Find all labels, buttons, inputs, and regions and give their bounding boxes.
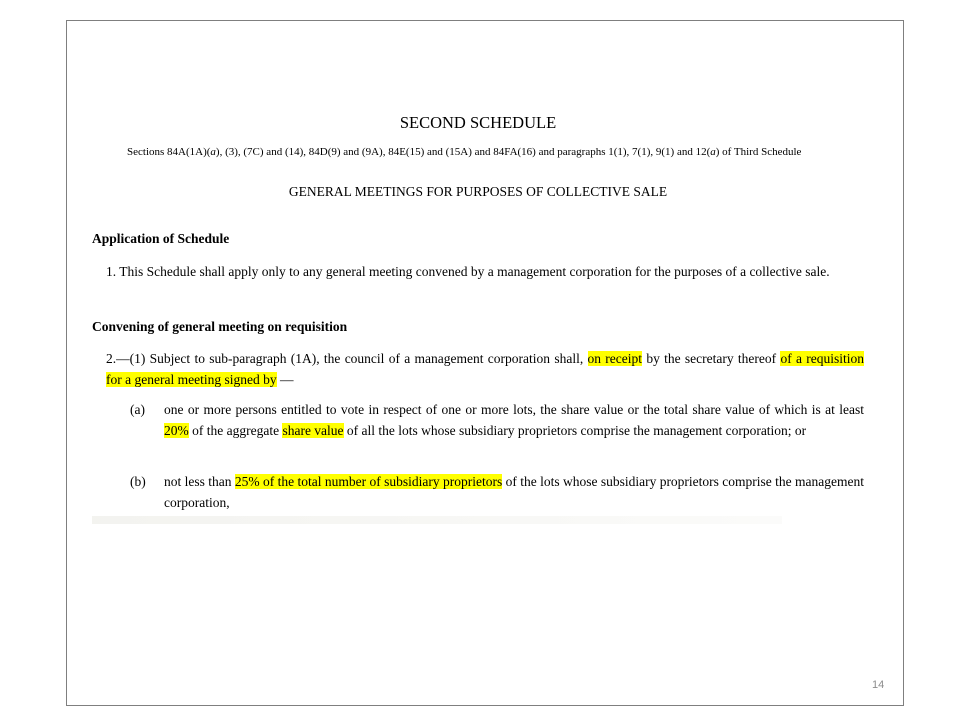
sections-reference: [127, 145, 887, 159]
para-2-text-3: —: [276, 372, 294, 387]
heading-convening: Convening of general meeting on requisition: [92, 319, 348, 334]
item-a-label: (a): [130, 402, 145, 417]
item-b-text-2: of the lots whose subsidiary proprietors comprise the management corporation,: [164, 474, 864, 510]
sections-ref-mid: ), (3), (7C) and (14), 84D(9) and (9A), 84E(15) and (15A) and 84FA(16) and paragraphs 1(1), 7(1), 9(1) and 12(: [215, 146, 711, 158]
item-a-text-3: of all the lots whose subsidiary proprietors comprise the management corporation; or: [343, 423, 807, 438]
item-a-text-1: one or more persons entitled to vote in respect of one or more lots, the share value or the total share value of which is at least: [164, 402, 864, 417]
list-item-a: [130, 399, 864, 441]
item-a-text: [164, 399, 864, 441]
item-b-label: (b): [130, 474, 146, 489]
faded-text-line: [92, 516, 782, 524]
heading-application: Application of Schedule: [92, 231, 230, 246]
highlight-20-percent: 20%: [164, 423, 189, 438]
paragraph-2: [92, 348, 864, 390]
document-body: [92, 112, 865, 510]
highlight-requisition: of a requisition for a general meeting signed by: [106, 351, 865, 387]
schedule-subtitle: GENERAL MEETINGS FOR PURPOSES OF COLLECTIVE SALE: [288, 184, 668, 199]
item-b-text-1: not less than: [164, 474, 235, 489]
sections-ref-italic-a2: a: [710, 146, 716, 158]
highlight-25-percent: 25% of the total number of subsidiary proprietors: [234, 474, 503, 489]
highlight-on-receipt: on receipt: [587, 351, 643, 366]
sections-ref-italic-a1: a: [210, 146, 216, 158]
para-2-text-1: 2.—(1) Subject to sub-paragraph (1A), the council of a management corporation shall,: [106, 351, 588, 366]
schedule-title: SECOND SCHEDULE: [399, 113, 557, 132]
page-number: 14: [872, 679, 885, 691]
sections-ref-prefix: Sections 84A(1A)(: [127, 146, 211, 158]
item-a-text-2: of the aggregate: [188, 423, 283, 438]
sections-ref-suffix: ) of Third Schedule: [715, 146, 802, 158]
highlight-share-value: share value: [282, 423, 344, 438]
paragraph-1: 1. This Schedule shall apply only to any general meeting convened by a management corporation for the purposes of a collective sale.: [106, 264, 830, 279]
item-b-text: [164, 471, 864, 513]
para-2-text-2: by the secretary thereof: [642, 351, 781, 366]
list-item-b: [130, 471, 864, 513]
